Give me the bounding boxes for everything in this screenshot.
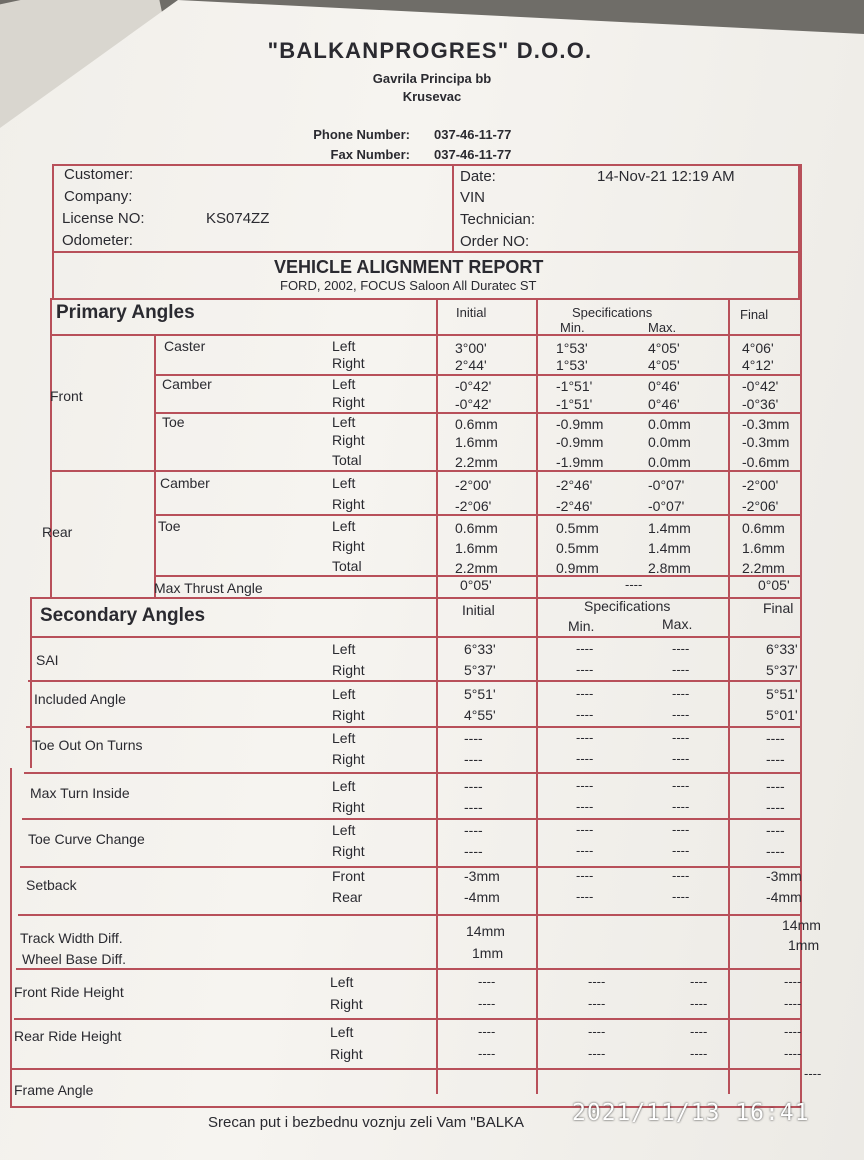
date-value: 14-Nov-21 12:19 AM bbox=[597, 168, 735, 185]
secondary-initial-value: ---- bbox=[464, 843, 483, 859]
fax-label: Fax Number: bbox=[330, 147, 410, 162]
secondary-min-value: ---- bbox=[576, 751, 594, 766]
secondary-max-value: ---- bbox=[672, 868, 690, 883]
primary-col-min: Min. bbox=[560, 320, 585, 335]
secondary-side-label: Left bbox=[332, 686, 356, 702]
row-line-4 bbox=[22, 818, 802, 820]
secondary-final-value: ---- bbox=[766, 822, 785, 838]
front-label: Front bbox=[50, 388, 83, 404]
primary-final-value: 1.6mm bbox=[742, 540, 785, 556]
primary-side-label: Left bbox=[332, 376, 356, 392]
secondary-item-label: Setback bbox=[26, 877, 77, 893]
row-line-7 bbox=[16, 968, 802, 970]
secondary-max-value: ---- bbox=[672, 641, 690, 656]
primary-min-value: 1°53' bbox=[556, 357, 588, 373]
thrust-initial: 0°05' bbox=[460, 577, 492, 593]
ride-final-value: ---- bbox=[784, 1024, 802, 1039]
primary-group-label: Camber bbox=[162, 376, 212, 392]
primary-group-label: Camber bbox=[160, 475, 210, 491]
ride-side-label: Right bbox=[330, 1046, 363, 1062]
secondary-final-value: -3mm bbox=[766, 868, 802, 884]
secondary-item-label: Max Turn Inside bbox=[30, 785, 130, 801]
secondary-max-value: ---- bbox=[672, 822, 690, 837]
secondary-max-value: ---- bbox=[672, 686, 690, 701]
row-line-6 bbox=[18, 914, 802, 916]
primary-initial-value: 2.2mm bbox=[455, 454, 498, 470]
secondary-initial-value: 5°37' bbox=[464, 662, 496, 678]
date-label: Date: bbox=[460, 168, 496, 185]
primary-side-label: Left bbox=[332, 475, 356, 491]
odometer-label: Odometer: bbox=[62, 232, 133, 249]
wheel-base-final: 1mm bbox=[788, 937, 820, 953]
primary-final-value: 2.2mm bbox=[742, 560, 785, 576]
primary-initial-value: -2°00' bbox=[455, 477, 492, 493]
secondary-initial-value: ---- bbox=[464, 730, 483, 746]
primary-max-value: 0.0mm bbox=[648, 416, 691, 432]
ride-max-value: ---- bbox=[690, 1024, 708, 1039]
secondary-max-value: ---- bbox=[672, 799, 690, 814]
secondary-final-value: 6°33' bbox=[766, 641, 798, 657]
ride-min-value: ---- bbox=[588, 1024, 606, 1039]
row-line-2 bbox=[26, 726, 802, 728]
secondary-side-label: Right bbox=[332, 662, 365, 678]
col-final-left bbox=[728, 298, 730, 1094]
primary-initial-value: 3°00' bbox=[455, 340, 487, 356]
license-value: KS074ZZ bbox=[206, 210, 270, 227]
primary-final-value: -0°36' bbox=[742, 396, 779, 412]
secondary-side-label: Rear bbox=[332, 889, 363, 905]
primary-header-line bbox=[50, 334, 802, 336]
primary-max-value: 0°46' bbox=[648, 396, 680, 412]
track-width-final: 14mm bbox=[782, 917, 821, 933]
primary-max-value: 1.4mm bbox=[648, 520, 691, 536]
caster-line bbox=[154, 374, 802, 376]
wheel-base-initial: 1mm bbox=[472, 945, 504, 961]
phone-label: Phone Number: bbox=[313, 127, 410, 142]
secondary-min-value: ---- bbox=[576, 686, 594, 701]
row-line-9 bbox=[12, 1068, 802, 1070]
secondary-item-label: Included Angle bbox=[34, 691, 126, 707]
primary-max-value: 1.4mm bbox=[648, 540, 691, 556]
primary-initial-value: 0.6mm bbox=[455, 520, 498, 536]
report-title: VEHICLE ALIGNMENT REPORT bbox=[274, 257, 544, 277]
secondary-initial-value: 5°51' bbox=[464, 686, 496, 702]
license-label: License NO: bbox=[62, 210, 145, 227]
customer-label: Customer: bbox=[64, 166, 134, 183]
table-left-line-upper bbox=[50, 298, 52, 598]
info-divider bbox=[452, 164, 454, 252]
secondary-final-value: 5°51' bbox=[766, 686, 798, 702]
secondary-final-value: ---- bbox=[766, 778, 785, 794]
primary-final-value: -0.6mm bbox=[742, 454, 790, 470]
order-label: Order NO: bbox=[460, 233, 530, 250]
primary-initial-value: 0.6mm bbox=[455, 416, 498, 432]
address-line-1: Gavrila Principa bb bbox=[372, 71, 492, 86]
primary-final-value: -2°00' bbox=[742, 477, 779, 493]
primary-max-value: 0.0mm bbox=[648, 454, 691, 470]
primary-min-value: 0.5mm bbox=[556, 520, 599, 536]
secondary-initial-value: ---- bbox=[464, 799, 483, 815]
primary-max-value: -0°07' bbox=[648, 498, 685, 514]
primary-side-label: Right bbox=[332, 538, 365, 554]
secondary-col-final: Final bbox=[763, 600, 794, 616]
info-bottom-line bbox=[52, 251, 800, 253]
ride-max-value: ---- bbox=[690, 996, 708, 1011]
company-name: "BALKANPROGRES" D.O.O. bbox=[267, 38, 593, 63]
primary-side-label: Left bbox=[332, 414, 356, 430]
secondary-min-value: ---- bbox=[576, 889, 594, 904]
frame-angle-final: ---- bbox=[804, 1066, 822, 1081]
primary-final-value: -0.3mm bbox=[742, 416, 790, 432]
col-initial-left bbox=[436, 298, 438, 1094]
frame-angle-label: Frame Angle bbox=[14, 1082, 94, 1098]
camber-line bbox=[154, 412, 802, 414]
primary-final-value: 0.6mm bbox=[742, 520, 785, 536]
secondary-max-value: ---- bbox=[672, 662, 690, 677]
primary-initial-value: 2°44' bbox=[455, 357, 487, 373]
primary-max-value: 0.0mm bbox=[648, 434, 691, 450]
secondary-initial-value: -4mm bbox=[464, 889, 500, 905]
secondary-final-value: ---- bbox=[766, 843, 785, 859]
primary-initial-value: -2°06' bbox=[455, 498, 492, 514]
ride-initial-value: ---- bbox=[478, 974, 496, 989]
ride-min-value: ---- bbox=[588, 996, 606, 1011]
secondary-initial-value: ---- bbox=[464, 778, 483, 794]
primary-side-label: Right bbox=[332, 355, 365, 371]
primary-side-label: Right bbox=[332, 394, 365, 410]
primary-final-value: -0.3mm bbox=[742, 434, 790, 450]
phone-number: 037-46-11-77 bbox=[434, 127, 512, 142]
primary-min-value: 0.9mm bbox=[556, 560, 599, 576]
track-width-label: Track Width Diff. bbox=[20, 930, 123, 946]
wheel-base-label: Wheel Base Diff. bbox=[22, 951, 127, 967]
primary-min-value: -1°51' bbox=[556, 396, 593, 412]
fax-number: 037-46-11-77 bbox=[434, 147, 512, 162]
secondary-min-value: ---- bbox=[576, 822, 594, 837]
primary-max-value: 4°05' bbox=[648, 340, 680, 356]
secondary-final-value: 5°01' bbox=[766, 707, 798, 723]
secondary-max-value: ---- bbox=[672, 778, 690, 793]
row-line-8 bbox=[14, 1018, 802, 1020]
secondary-side-label: Front bbox=[332, 868, 365, 884]
primary-side-label: Total bbox=[332, 558, 362, 574]
secondary-side-label: Left bbox=[332, 730, 356, 746]
secondary-min-value: ---- bbox=[576, 843, 594, 858]
primary-final-value: 4°06' bbox=[742, 340, 774, 356]
company-label: Company: bbox=[64, 188, 133, 205]
primary-final-value: -0°42' bbox=[742, 378, 779, 394]
ride-side-label: Left bbox=[330, 1024, 354, 1040]
primary-initial-value: -0°42' bbox=[455, 378, 492, 394]
ride-initial-value: ---- bbox=[478, 996, 496, 1011]
front-ride-height-label: Front Ride Height bbox=[14, 984, 124, 1000]
secondary-min-value: ---- bbox=[576, 662, 594, 677]
address-line-2: Krusevac bbox=[402, 89, 462, 104]
secondary-final-value: ---- bbox=[766, 730, 785, 746]
row-line-1 bbox=[28, 680, 802, 682]
primary-final-value: 4°12' bbox=[742, 357, 774, 373]
secondary-final-value: -4mm bbox=[766, 889, 802, 905]
secondary-side-label: Right bbox=[332, 843, 365, 859]
secondary-max-value: ---- bbox=[672, 843, 690, 858]
primary-min-value: -0.9mm bbox=[556, 416, 604, 432]
front-rear-line bbox=[50, 470, 802, 472]
secondary-side-label: Right bbox=[332, 799, 365, 815]
primary-max-value: 0°46' bbox=[648, 378, 680, 394]
track-width-initial: 14mm bbox=[466, 923, 505, 939]
primary-group-label: Toe bbox=[162, 414, 185, 430]
secondary-initial-value: ---- bbox=[464, 822, 483, 838]
primary-initial-value: 1.6mm bbox=[455, 540, 498, 556]
primary-final-value: -2°06' bbox=[742, 498, 779, 514]
secondary-item-label: SAI bbox=[36, 652, 59, 668]
photo-timestamp: 2021/11/13 16:41 bbox=[572, 1100, 810, 1126]
secondary-min-value: ---- bbox=[576, 730, 594, 745]
secondary-max-value: ---- bbox=[672, 751, 690, 766]
row-line-3 bbox=[24, 772, 802, 774]
secondary-max-value: ---- bbox=[672, 707, 690, 722]
secondary-item-label: Toe Out On Turns bbox=[32, 737, 143, 753]
thrust-label: Max Thrust Angle bbox=[154, 580, 263, 596]
primary-side-label: Right bbox=[332, 496, 365, 512]
ride-max-value: ---- bbox=[690, 1046, 708, 1061]
primary-min-value: -2°46' bbox=[556, 477, 593, 493]
secondary-initial-value: -3mm bbox=[464, 868, 500, 884]
primary-min-value: -2°46' bbox=[556, 498, 593, 514]
secondary-min-value: ---- bbox=[576, 641, 594, 656]
secondary-item-label: Toe Curve Change bbox=[28, 831, 145, 847]
secondary-initial-value: ---- bbox=[464, 751, 483, 767]
rear-ride-height-label: Rear Ride Height bbox=[14, 1028, 122, 1044]
secondary-top-line bbox=[30, 597, 802, 599]
secondary-side-label: Right bbox=[332, 707, 365, 723]
primary-min-value: 1°53' bbox=[556, 340, 588, 356]
rear-camber-line bbox=[154, 514, 802, 516]
secondary-max-value: ---- bbox=[672, 889, 690, 904]
vin-label: VIN bbox=[460, 189, 486, 206]
ride-max-value: ---- bbox=[690, 974, 708, 989]
primary-col-spec: Specifications bbox=[572, 305, 653, 320]
primary-angles-heading: Primary Angles bbox=[56, 302, 195, 323]
secondary-min-value: ---- bbox=[576, 707, 594, 722]
vehicle-description: FORD, 2002, FOCUS Saloon All Duratec ST bbox=[280, 278, 537, 293]
primary-max-value: -0°07' bbox=[648, 477, 685, 493]
thrust-spec: ---- bbox=[625, 577, 643, 592]
ride-min-value: ---- bbox=[588, 1046, 606, 1061]
secondary-min-value: ---- bbox=[576, 799, 594, 814]
primary-side-label: Left bbox=[332, 518, 356, 534]
primary-side-label: Right bbox=[332, 432, 365, 448]
primary-col-final: Final bbox=[740, 307, 769, 322]
secondary-angles-heading: Secondary Angles bbox=[40, 605, 206, 626]
ride-initial-value: ---- bbox=[478, 1024, 496, 1039]
thrust-final: 0°05' bbox=[758, 577, 790, 593]
secondary-col-spec: Specifications bbox=[584, 598, 671, 614]
primary-min-value: -1.9mm bbox=[556, 454, 604, 470]
primary-col-initial: Initial bbox=[456, 305, 487, 320]
table-left-line-lower bbox=[10, 768, 12, 1108]
primary-group-label: Toe bbox=[158, 518, 181, 534]
col-spec-left bbox=[536, 298, 538, 1094]
primary-group-label: Caster bbox=[164, 338, 206, 354]
ride-final-value: ---- bbox=[784, 974, 802, 989]
primary-min-value: 0.5mm bbox=[556, 540, 599, 556]
primary-min-value: -0.9mm bbox=[556, 434, 604, 450]
secondary-side-label: Left bbox=[332, 778, 356, 794]
table-top-line bbox=[50, 298, 802, 300]
primary-initial-value: 1.6mm bbox=[455, 434, 498, 450]
secondary-side-label: Left bbox=[332, 822, 356, 838]
ride-final-value: ---- bbox=[784, 996, 802, 1011]
secondary-initial-value: 6°33' bbox=[464, 641, 496, 657]
rear-label: Rear bbox=[42, 524, 73, 540]
ride-min-value: ---- bbox=[588, 974, 606, 989]
primary-side-label: Left bbox=[332, 338, 356, 354]
ride-side-label: Left bbox=[330, 974, 354, 990]
primary-min-value: -1°51' bbox=[556, 378, 593, 394]
secondary-final-value: ---- bbox=[766, 799, 785, 815]
technician-label: Technician: bbox=[460, 211, 536, 228]
secondary-side-label: Right bbox=[332, 751, 365, 767]
secondary-col-initial: Initial bbox=[462, 602, 495, 618]
primary-col-max: Max. bbox=[648, 320, 677, 335]
ride-side-label: Right bbox=[330, 996, 363, 1012]
primary-side-label: Total bbox=[332, 452, 362, 468]
secondary-initial-value: 4°55' bbox=[464, 707, 496, 723]
footer-message: Srecan put i bezbednu voznju zeli Vam "BALKA bbox=[208, 1114, 525, 1131]
secondary-col-min: Min. bbox=[568, 618, 595, 634]
secondary-side-label: Left bbox=[332, 641, 356, 657]
secondary-min-value: ---- bbox=[576, 868, 594, 883]
secondary-col-max: Max. bbox=[662, 616, 693, 632]
primary-max-value: 2.8mm bbox=[648, 560, 691, 576]
secondary-final-value: 5°37' bbox=[766, 662, 798, 678]
primary-initial-value: -0°42' bbox=[455, 396, 492, 412]
ride-initial-value: ---- bbox=[478, 1046, 496, 1061]
secondary-header-line bbox=[30, 636, 802, 638]
secondary-min-value: ---- bbox=[576, 778, 594, 793]
primary-max-value: 4°05' bbox=[648, 357, 680, 373]
ride-final-value: ---- bbox=[784, 1046, 802, 1061]
secondary-max-value: ---- bbox=[672, 730, 690, 745]
primary-initial-value: 2.2mm bbox=[455, 560, 498, 576]
secondary-final-value: ---- bbox=[766, 751, 785, 767]
